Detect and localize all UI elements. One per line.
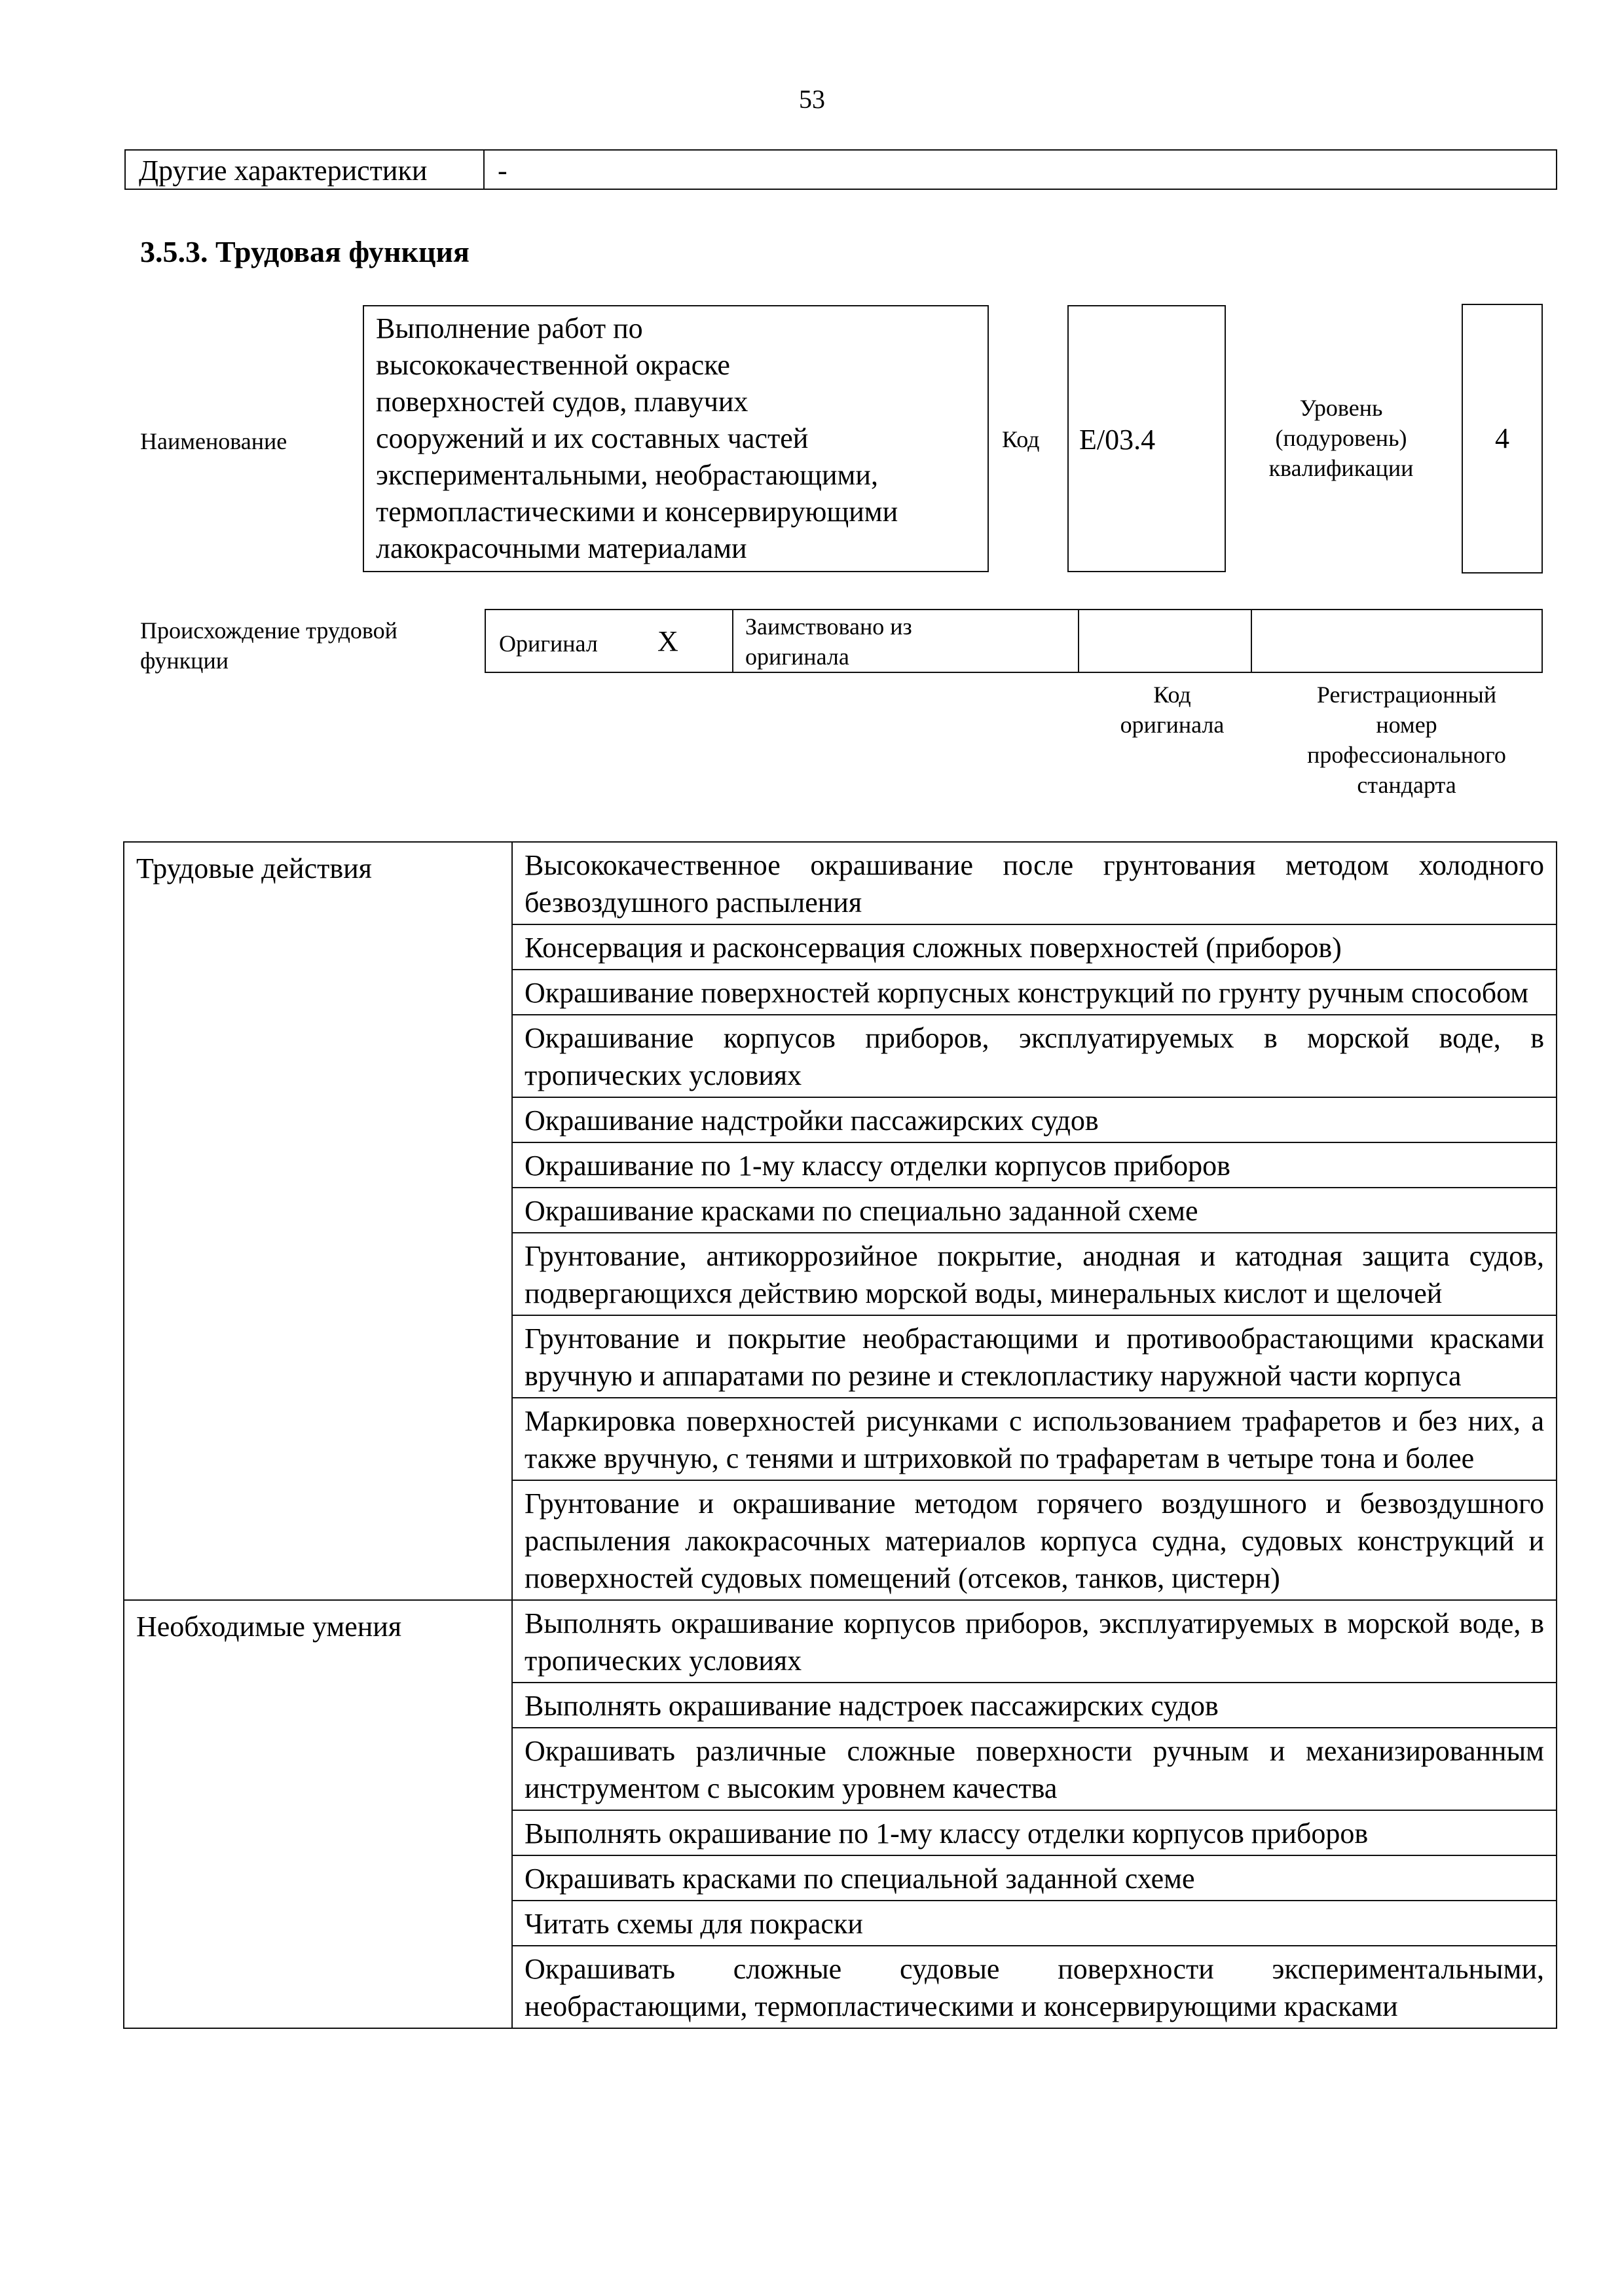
code-box xyxy=(1067,305,1226,572)
table-row xyxy=(124,1600,1557,1683)
labor-action-item: Грунтование и окрашивание методом горячего воздушного и безвоздушного распыления лакокрасочных материалов корпуса судна, судовых конструкций и поверхностей судовых помещений (отсеков, танков, цистерн) xyxy=(512,1480,1557,1600)
function-name-line: Выполнение работ по xyxy=(376,312,643,344)
function-name-line: сооружений и их составных частей xyxy=(376,422,809,454)
name-label: Наименование xyxy=(140,428,287,454)
function-name-line: поверхностей судов, плавучих xyxy=(376,386,748,418)
level-label-line: Уровень xyxy=(1299,395,1383,421)
skill-item: Окрашивать сложные судовые поверхности экспериментальными, необрастающими, термопластическими и консервирующими красками xyxy=(512,1946,1557,2028)
section-heading: 3.5.3. Трудовая функция xyxy=(140,235,470,268)
caption-line: оригинала xyxy=(1120,712,1225,738)
skill-item: Выполнять окрашивание надстроек пассажирских судов xyxy=(512,1683,1557,1728)
origin-label-line: функции xyxy=(140,647,229,674)
labor-action-item: Маркировка поверхностей рисунками с использованием трафаретов и без них, а также вручную, с тенями и штриховкой по трафаретам в четыре тона и более xyxy=(512,1398,1557,1480)
caption-line: Код xyxy=(1153,682,1191,708)
labor-action-item: Окрашивание надстройки пассажирских судов xyxy=(512,1097,1557,1142)
qualification-level-label xyxy=(1231,393,1451,483)
other-characteristics-row xyxy=(124,149,1557,190)
labor-action-item: Окрашивание поверхностей корпусных конструкций по грунту ручным способом xyxy=(512,970,1557,1015)
level-value: 4 xyxy=(1495,422,1509,454)
caption-line: профессионального xyxy=(1307,742,1506,768)
labor-action-item: Высококачественное окрашивание после грунтования методом холодного безвоздушного распыления xyxy=(512,842,1557,924)
skill-item: Выполнять окрашивание корпусов приборов, эксплуатируемых в морской воде, в тропических условиях xyxy=(512,1600,1557,1683)
labor-action-item: Окрашивание по 1-му классу отделки корпусов приборов xyxy=(512,1142,1557,1188)
borrowed-label-line: оригинала xyxy=(745,644,849,670)
registration-number-caption xyxy=(1249,680,1564,800)
labor-action-item: Грунтование и покрытие необрастающими и противообрастающими красками вручную и аппаратами по резине и стеклопластику наружной части корпуса xyxy=(512,1315,1557,1398)
function-name-line: лакокрасочными материалами xyxy=(376,532,747,564)
other-characteristics-label: Другие характеристики xyxy=(139,155,428,187)
skill-item: Окрашивать различные сложные поверхности ручным и механизированным инструментом с высоким уровнем качества xyxy=(512,1728,1557,1810)
original-label: Оригинал xyxy=(499,630,598,657)
skill-item: Выполнять окрашивание по 1-му классу отделки корпусов приборов xyxy=(512,1810,1557,1855)
origin-label xyxy=(140,615,454,676)
function-name-line: экспериментальными, необрастающими, xyxy=(376,459,878,491)
level-label-line: (подуровень) xyxy=(1275,425,1407,451)
function-name-line: термопластическими и консервирующими xyxy=(376,496,898,528)
code-label: Код xyxy=(1002,426,1040,452)
required-skills-label: Необходимые умения xyxy=(124,1600,512,2028)
code-original-caption xyxy=(1074,680,1270,740)
caption-line: номер xyxy=(1376,712,1437,738)
borrowed-label-line: Заимствовано из xyxy=(745,613,912,640)
labor-function-table xyxy=(123,841,1557,2029)
function-name-box xyxy=(363,305,989,572)
caption-line: Регистрационный xyxy=(1316,682,1497,708)
table-row xyxy=(124,842,1557,924)
labor-action-item: Консервация и расконсервация сложных поверхностей (приборов) xyxy=(512,924,1557,970)
function-name-line: высококачественной окраске xyxy=(376,349,730,381)
labor-action-item: Грунтование, антикоррозийное покрытие, анодная и катодная защита судов, подвергающихся действию морской воды, минеральных кислот и щелочей xyxy=(512,1233,1557,1315)
skill-item: Читать схемы для покраски xyxy=(512,1901,1557,1946)
other-characteristics-value: - xyxy=(498,155,507,187)
labor-action-item: Окрашивание красками по специально заданной схеме xyxy=(512,1188,1557,1233)
caption-line: стандарта xyxy=(1357,772,1456,798)
level-label-line: квалификации xyxy=(1268,455,1414,481)
labor-actions-label: Трудовые действия xyxy=(124,842,512,1600)
labor-action-item: Окрашивание корпусов приборов, эксплуатируемых в морской воде, в тропических условиях xyxy=(512,1015,1557,1097)
skill-item: Окрашивать красками по специальной заданной схеме xyxy=(512,1855,1557,1901)
origin-row xyxy=(485,609,1543,673)
origin-label-line: Происхождение трудовой xyxy=(140,617,397,644)
borrowed-label xyxy=(745,611,912,672)
level-box xyxy=(1462,304,1543,574)
code-value: E/03.4 xyxy=(1079,424,1156,456)
original-mark: X xyxy=(657,625,678,657)
page-number: 53 xyxy=(799,84,825,114)
